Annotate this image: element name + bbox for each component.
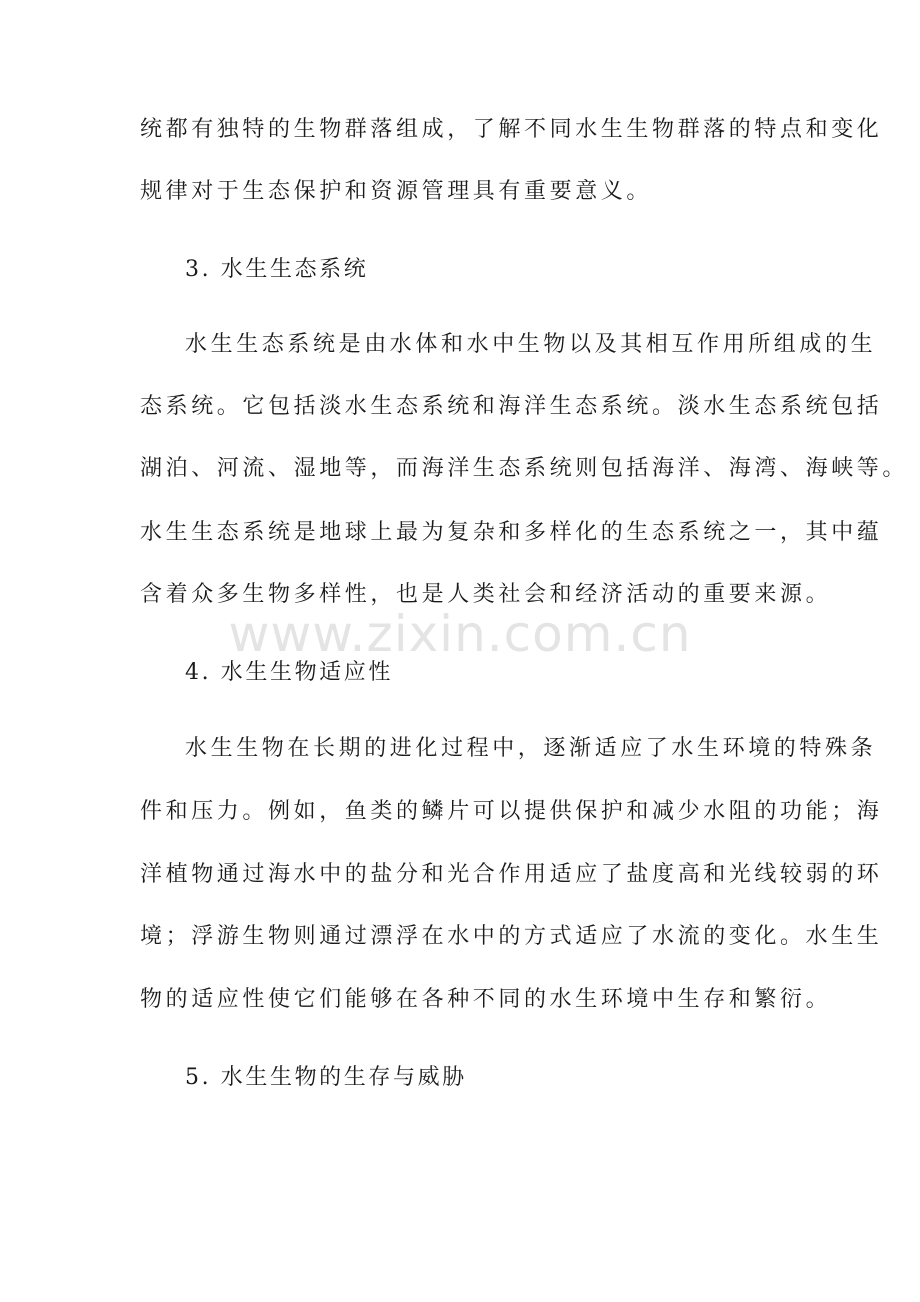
section-heading-5: 5. 水生生物的生存与威胁 — [185, 1065, 467, 1090]
paragraph-line: 湖泊、河流、湿地等，而海洋生态系统则包括海洋、海湾、海峡等。 — [140, 456, 909, 481]
paragraph-line: 水生生物在长期的进化过程中，逐渐适应了水生环境的特殊条 — [185, 736, 877, 761]
watermark: www.zixin.com.cn — [228, 605, 692, 663]
paragraph-line: 规律对于生态保护和资源管理具有重要意义。 — [140, 179, 653, 204]
paragraph-line: 含着众多生物多样性，也是人类社会和经济活动的重要来源。 — [140, 582, 832, 607]
section-heading-4: 4. 水生生物适应性 — [185, 660, 393, 685]
paragraph-line: 统都有独特的生物群落组成，了解不同水生生物群落的特点和变化 — [140, 117, 883, 142]
paragraph-line: 态系统。它包括淡水生态系统和海洋生态系统。淡水生态系统包括 — [140, 394, 883, 419]
section-heading-3: 3. 水生生态系统 — [185, 257, 369, 282]
paragraph-line: 水生生态系统是地球上最为复杂和多样化的生态系统之一，其中蕴 — [140, 520, 883, 545]
paragraph-line: 物的适应性使它们能够在各种不同的水生环境中生存和繁衍。 — [140, 987, 832, 1012]
paragraph-line: 洋植物通过海水中的盐分和光合作用适应了盐度高和光线较弱的环 — [140, 862, 883, 887]
paragraph-line: 境；浮游生物则通过漂浮在水中的方式适应了水流的变化。水生生 — [140, 924, 883, 949]
paragraph-line: 件和压力。例如，鱼类的鳞片可以提供保护和减少水阻的功能；海 — [140, 799, 883, 824]
paragraph-line: 水生生态系统是由水体和水中生物以及其相互作用所组成的生 — [185, 332, 877, 357]
